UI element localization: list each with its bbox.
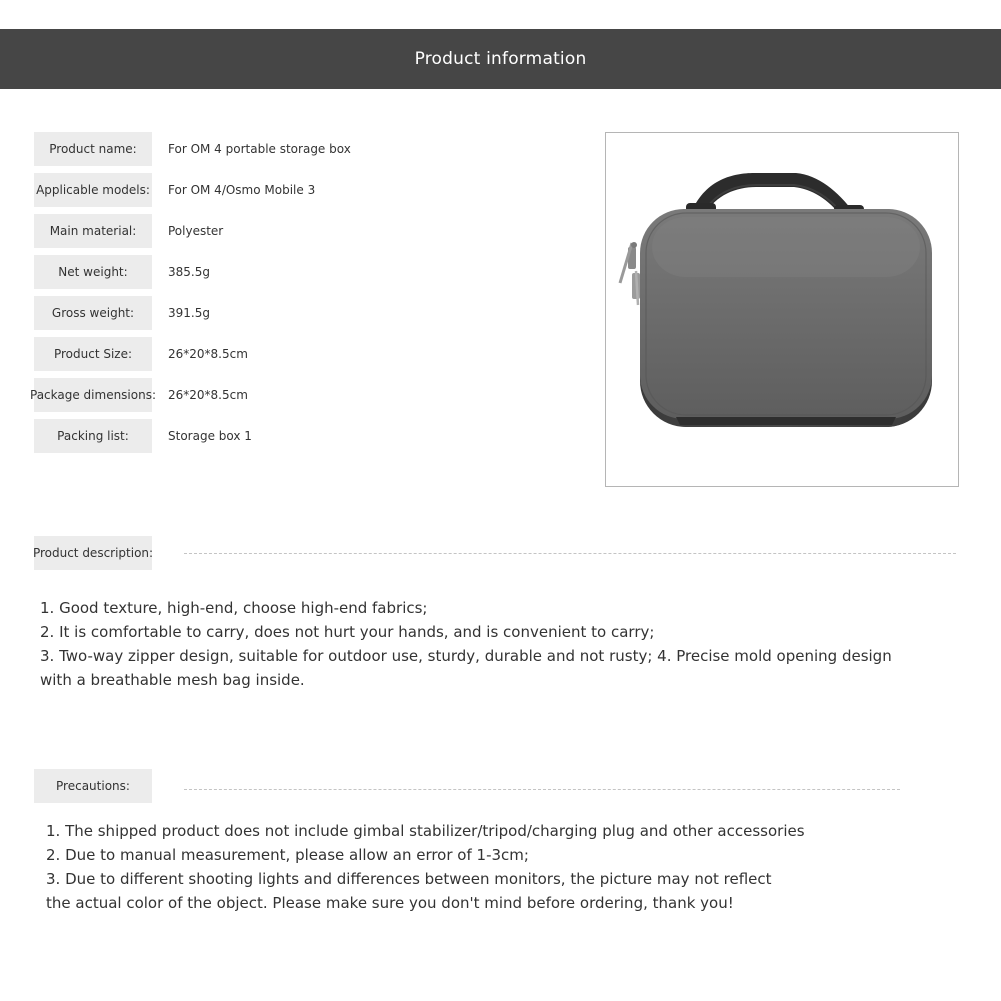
spec-value: 26*20*8.5cm (168, 347, 248, 361)
spec-row-product-size (34, 337, 574, 371)
header-bar (0, 29, 1001, 89)
spec-row-packing-list (34, 419, 574, 453)
spec-label: Packing list: (34, 419, 152, 453)
product-description-label: Product description: (34, 536, 152, 570)
description-line: 2. It is comfortable to carry, does not hurt your hands, and is convenient to carry; (40, 623, 655, 641)
description-line: 1. Good texture, high-end, choose high-end fabrics; (40, 599, 428, 617)
spec-row-net-weight (34, 255, 574, 289)
precaution-line: the actual color of the object. Please make sure you don't mind before ordering, thank you! (46, 894, 734, 912)
spec-row-package-dimensions (30, 378, 574, 412)
divider-dashed (184, 553, 956, 554)
spec-label: Applicable models: (34, 173, 152, 207)
spec-value: For OM 4/Osmo Mobile 3 (168, 183, 316, 197)
storage-case-illustration (606, 133, 958, 486)
spec-value: For OM 4 portable storage box (168, 142, 351, 156)
spec-label: Product name: (34, 132, 152, 166)
spec-value: Polyester (168, 224, 224, 238)
precaution-line: 2. Due to manual measurement, please allow an error of 1-3cm; (46, 846, 529, 864)
spec-label: Product Size: (34, 337, 152, 371)
description-line: 3. Two-way zipper design, suitable for outdoor use, sturdy, durable and not rusty; 4. Precise mold opening design (40, 647, 892, 665)
spec-row-gross-weight (34, 296, 574, 330)
spec-row-applicable-models (34, 173, 574, 207)
product-image (605, 132, 959, 487)
precaution-line: 1. The shipped product does not include gimbal stabilizer/tripod/charging plug and other accessories (46, 822, 805, 840)
spec-value: 26*20*8.5cm (168, 388, 248, 402)
precautions-label: Precautions: (34, 769, 152, 803)
spec-value: Storage box 1 (168, 429, 252, 443)
zipper-pull-icon (620, 242, 640, 305)
spec-value: 391.5g (168, 306, 210, 320)
page-title: Product information (414, 49, 587, 69)
spec-row-main-material (34, 214, 574, 248)
product-description-text (40, 596, 892, 692)
precautions-text (46, 819, 805, 915)
spec-label: Main material: (34, 214, 152, 248)
description-line: with a breathable mesh bag inside. (40, 671, 305, 689)
spec-label: Gross weight: (34, 296, 152, 330)
spec-label: Net weight: (34, 255, 152, 289)
precaution-line: 3. Due to different shooting lights and differences between monitors, the picture may not reflect (46, 870, 772, 888)
spec-value: 385.5g (168, 265, 210, 279)
divider-dashed (184, 789, 900, 790)
spec-row-product-name (34, 132, 574, 166)
spec-label: Package dimensions: (34, 378, 152, 412)
